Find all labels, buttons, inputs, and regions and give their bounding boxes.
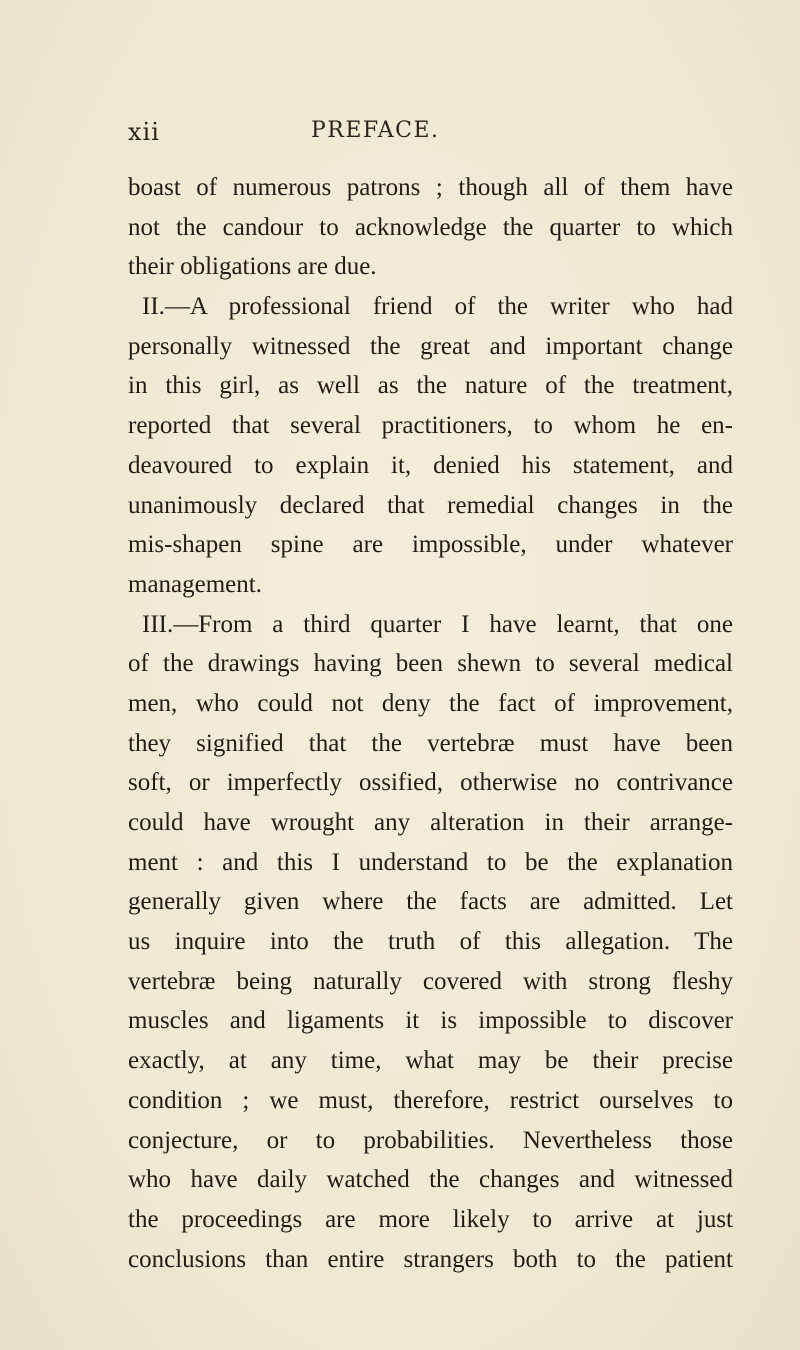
text-line: management. (128, 570, 262, 598)
text-line: ment : and this I understand to be the explanation (128, 848, 733, 876)
text-line: soft, or imperfectly ossified, otherwise no contrivance (128, 769, 733, 797)
running-head (0, 118, 800, 152)
text-line: not the candour to acknowledge the quarter to which (128, 213, 733, 241)
body-text (128, 168, 733, 1279)
text-line: conclusions than entire strangers both to the patient (128, 1245, 733, 1273)
text-line: generally given where the facts are admitted. Let (128, 888, 733, 916)
text-line: could have wrought any alteration in their arrange- (128, 809, 733, 836)
text-line: muscles and ligaments it is impossible to discover (128, 1007, 733, 1035)
running-title: PREFACE. (311, 118, 440, 143)
text-line: exactly, at any time, what may be their precise (128, 1047, 733, 1075)
text-line: us inquire into the truth of this allegation. The (128, 928, 733, 956)
text-line: who have daily watched the changes and witnessed (128, 1166, 733, 1194)
text-line: condition ; we must, therefore, restrict ourselves to (128, 1086, 733, 1114)
text-line: personally witnessed the great and important change (128, 332, 733, 360)
text-line: vertebræ being naturally covered with strong fleshy (128, 967, 733, 995)
text-line: in this girl, as well as the nature of the treatment, (128, 372, 733, 400)
text-line: III.—From a third quarter I have learnt, that one (142, 610, 733, 638)
text-line: of the drawings having been shewn to several medical (128, 650, 733, 678)
text-line: conjecture, or to probabilities. Nevertheless those (128, 1126, 733, 1154)
text-line: they signified that the vertebræ must have been (128, 729, 733, 757)
text-line: boast of numerous patrons ; though all of them have (128, 174, 733, 201)
text-line: II.—A professional friend of the writer who had (142, 293, 733, 321)
text-line: their obligations are due. (128, 253, 377, 281)
text-line: mis-shapen spine are impossible, under whatever (128, 531, 733, 559)
text-line: unanimously declared that remedial changes in the (128, 491, 733, 519)
text-line: men, who could not deny the fact of improvement, (128, 689, 733, 717)
page-number: xii (128, 118, 160, 146)
text-line: reported that several practitioners, to whom he en- (128, 412, 733, 440)
text-line: deavoured to explain it, denied his statement, and (128, 451, 733, 479)
text-line: the proceedings are more likely to arrive at just (128, 1205, 733, 1233)
